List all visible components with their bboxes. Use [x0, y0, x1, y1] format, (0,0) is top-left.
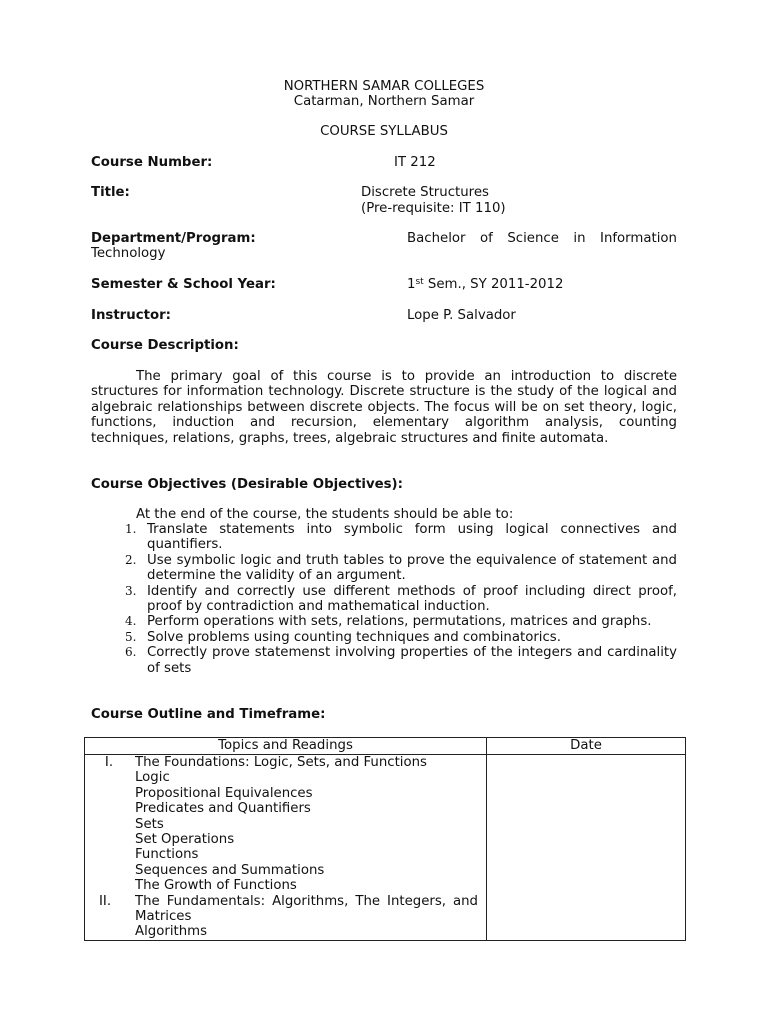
date-column-header: Date [487, 738, 686, 755]
objective-item [91, 614, 677, 629]
subtopic: The Growth of Functions [135, 878, 297, 894]
school-location: Catarman, Northern Samar [293, 94, 475, 110]
title-label: Title: [91, 185, 130, 200]
title-row [91, 185, 678, 216]
subtopic: Propositional Equivalences [135, 785, 313, 801]
semester-ordinal: st [415, 277, 424, 287]
objective-text: Identify and correctly use different methods of proof including direct proof, proof by contradiction and mathematical induction. [147, 583, 677, 615]
objective-text: Translate statements into symbolic form using logical connectives and quantifiers. [147, 522, 677, 553]
table-row [85, 755, 686, 941]
course-objectives-heading: Course Objectives (Desirable Objectives): [91, 477, 403, 492]
topic-heading [85, 755, 486, 770]
topics-cell [85, 755, 487, 941]
instructor-value: Lope P. Salvador [407, 308, 516, 323]
school-name: NORTHERN SAMAR COLLEGES [283, 79, 485, 94]
semester-label: Semester & School Year: [91, 277, 276, 292]
objective-number: 1. [125, 522, 137, 536]
objective-item [91, 630, 677, 645]
title-value: Discrete Structures [361, 185, 489, 200]
subtopic: Logic [135, 770, 170, 786]
objective-item [91, 645, 677, 676]
objectives-list [91, 522, 677, 676]
semester-number: 1 [407, 277, 416, 292]
instructor-label: Instructor: [91, 308, 171, 323]
subtopic: Sequences and Summations [135, 862, 325, 878]
course-description-text: The primary goal of this course is to provide an introduction to discrete structures for information technology. Discrete structure is the study of the logical and algebraic relationships between discrete objects. The focus will be on set theory, logic, functions, induction and recursion, elementary algorithm analysis, counting techniques, relations, graphs, trees, algebraic structures and finite automata. [91, 369, 677, 446]
objective-number: 5. [125, 629, 137, 644]
course-number-row [91, 155, 678, 170]
objective-number: 4. [125, 614, 137, 629]
subtopic: Functions [135, 847, 199, 863]
objective-item [91, 522, 677, 553]
date-cell [487, 755, 686, 941]
topics-column-header: Topics and Readings [85, 738, 487, 755]
objective-text: Correctly prove statemenst involving properties of the integers and cardinality of sets [147, 645, 677, 676]
department-value: Bachelor of Science in Information [407, 231, 677, 246]
objective-text: Perform operations with sets, relations, permutations, matrices and graphs. [147, 614, 652, 630]
subtopic: Predicates and Quantifiers [135, 801, 311, 817]
semester-row [91, 277, 678, 292]
table-header-row [85, 738, 686, 755]
objective-text: Solve problems using counting techniques and combinatorics. [147, 629, 561, 645]
topic-number: II. [99, 893, 112, 909]
course-number-value: IT 212 [394, 155, 436, 170]
course-outline-heading: Course Outline and Timeframe: [91, 707, 326, 722]
document-title: COURSE SYLLABUS [320, 124, 448, 139]
topic-title: The Foundations: Logic, Sets, and Functions [135, 755, 427, 770]
subtopic: Algorithms [135, 924, 208, 940]
instructor-row [91, 308, 678, 323]
course-number-label: Course Number: [91, 155, 213, 170]
topic-heading [85, 894, 486, 925]
department-row [91, 231, 678, 262]
department-value-continued: Technology [91, 246, 166, 262]
topic-number: I. [104, 755, 114, 770]
objective-number: 3. [125, 583, 137, 598]
course-description-heading: Course Description: [91, 338, 239, 353]
objective-item [91, 584, 677, 615]
department-label: Department/Program: [91, 231, 256, 246]
semester-value [407, 277, 563, 292]
semester-school-year: Sem., SY 2011-2012 [423, 277, 564, 292]
school-header [0, 79, 768, 110]
subtopic: Set Operations [135, 832, 235, 848]
subtopic: Sets [135, 816, 164, 832]
objectives-intro: At the end of the course, the students should be able to: [136, 507, 514, 522]
course-outline-table [84, 737, 686, 941]
objective-number: 6. [125, 645, 137, 660]
objective-item [91, 553, 677, 584]
topic-title: The Fundamentals: Algorithms, The Integers, and Matrices [135, 893, 478, 925]
objective-number: 2. [125, 552, 137, 567]
objective-text: Use symbolic logic and truth tables to prove the equivalence of statement and determine the validity of an argument. [147, 552, 677, 584]
prerequisite-value: (Pre-requisite: IT 110) [361, 201, 506, 216]
